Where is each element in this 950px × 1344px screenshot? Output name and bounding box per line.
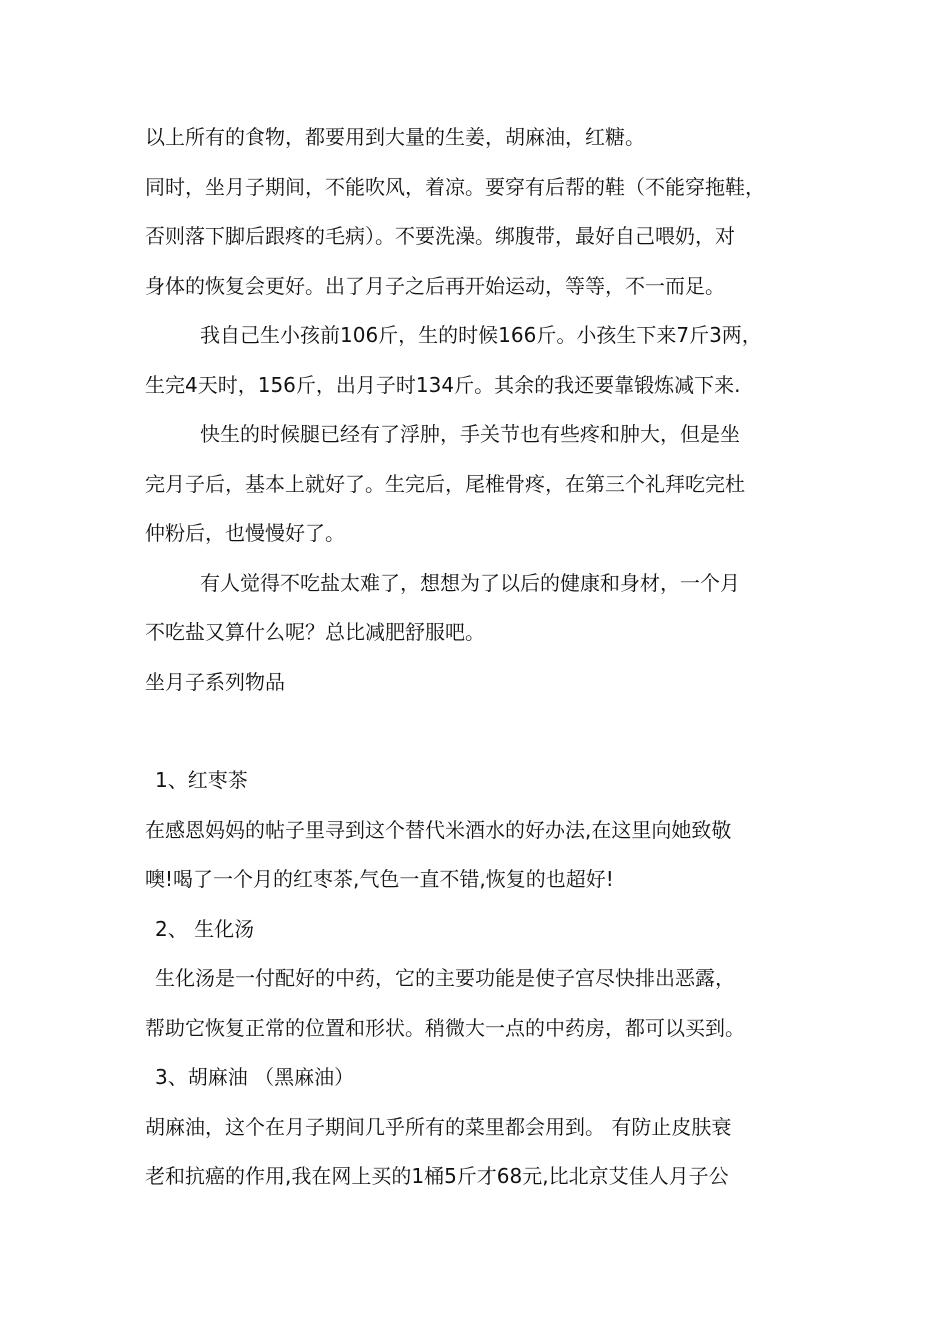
text-line: 快生的时候腿已经有了浮肿，手关节也有些疼和肿大，但是坐 (200, 422, 740, 446)
text-line: 不吃盐又算什么呢？总比减肥舒服吧。 (145, 620, 485, 644)
text-line: 在感恩妈妈的帖子里寻到这个替代米酒水的好办法,在这里向她致敬 (145, 818, 732, 842)
text-line: 帮助它恢复正常的位置和形状。稍微大一点的中药房，都可以买到。 (145, 1016, 745, 1040)
text-line: 否则落下脚后跟疼的毛病）。不要洗澡。绑腹带，最好自己喂奶，对 (145, 224, 735, 248)
item-heading: 2、 生化汤 (155, 917, 255, 941)
text-line: 我自己生小孩前106斤，生的时候166斤。小孩生下来7斤3两， (200, 323, 762, 347)
text-line: 生完4天时，156斤，出月子时134斤。其余的我还要靠锻炼减下来. (145, 373, 741, 397)
text-line: 有人觉得不吃盐太难了，想想为了以后的健康和身材，一个月 (200, 571, 740, 595)
text-line: 身体的恢复会更好。出了月子之后再开始运动，等等，不一而足。 (145, 274, 725, 298)
text-line: 同时，坐月子期间，不能吹风，着凉。要穿有后帮的鞋（不能穿拖鞋， (145, 175, 765, 199)
text-line: 以上所有的食物，都要用到大量的生姜，胡麻油，红糖。 (145, 125, 645, 149)
item-heading: 3、胡麻油 （黑麻油） (155, 1065, 355, 1089)
text-line: 完月子后，基本上就好了。生完后，尾椎骨疼，在第三个礼拜吃完杜 (145, 472, 745, 496)
text-line: 噢!喝了一个月的红枣茶,气色一直不错,恢复的也超好! (145, 867, 614, 891)
text-line: 生化汤是一付配好的中药，它的主要功能是使子宫尽快排出恶露， (155, 966, 735, 990)
section-heading: 坐月子系列物品 (145, 670, 285, 694)
text-line: 仲粉后，也慢慢好了。 (145, 521, 345, 545)
text-line: 老和抗癌的作用,我在网上买的1桶5斤才68元,比北京艾佳人月子公 (145, 1164, 729, 1188)
item-heading: 1、红枣茶 (155, 768, 248, 792)
text-line: 胡麻油，这个在月子期间几乎所有的菜里都会用到。 有防止皮肤衰 (145, 1115, 732, 1139)
